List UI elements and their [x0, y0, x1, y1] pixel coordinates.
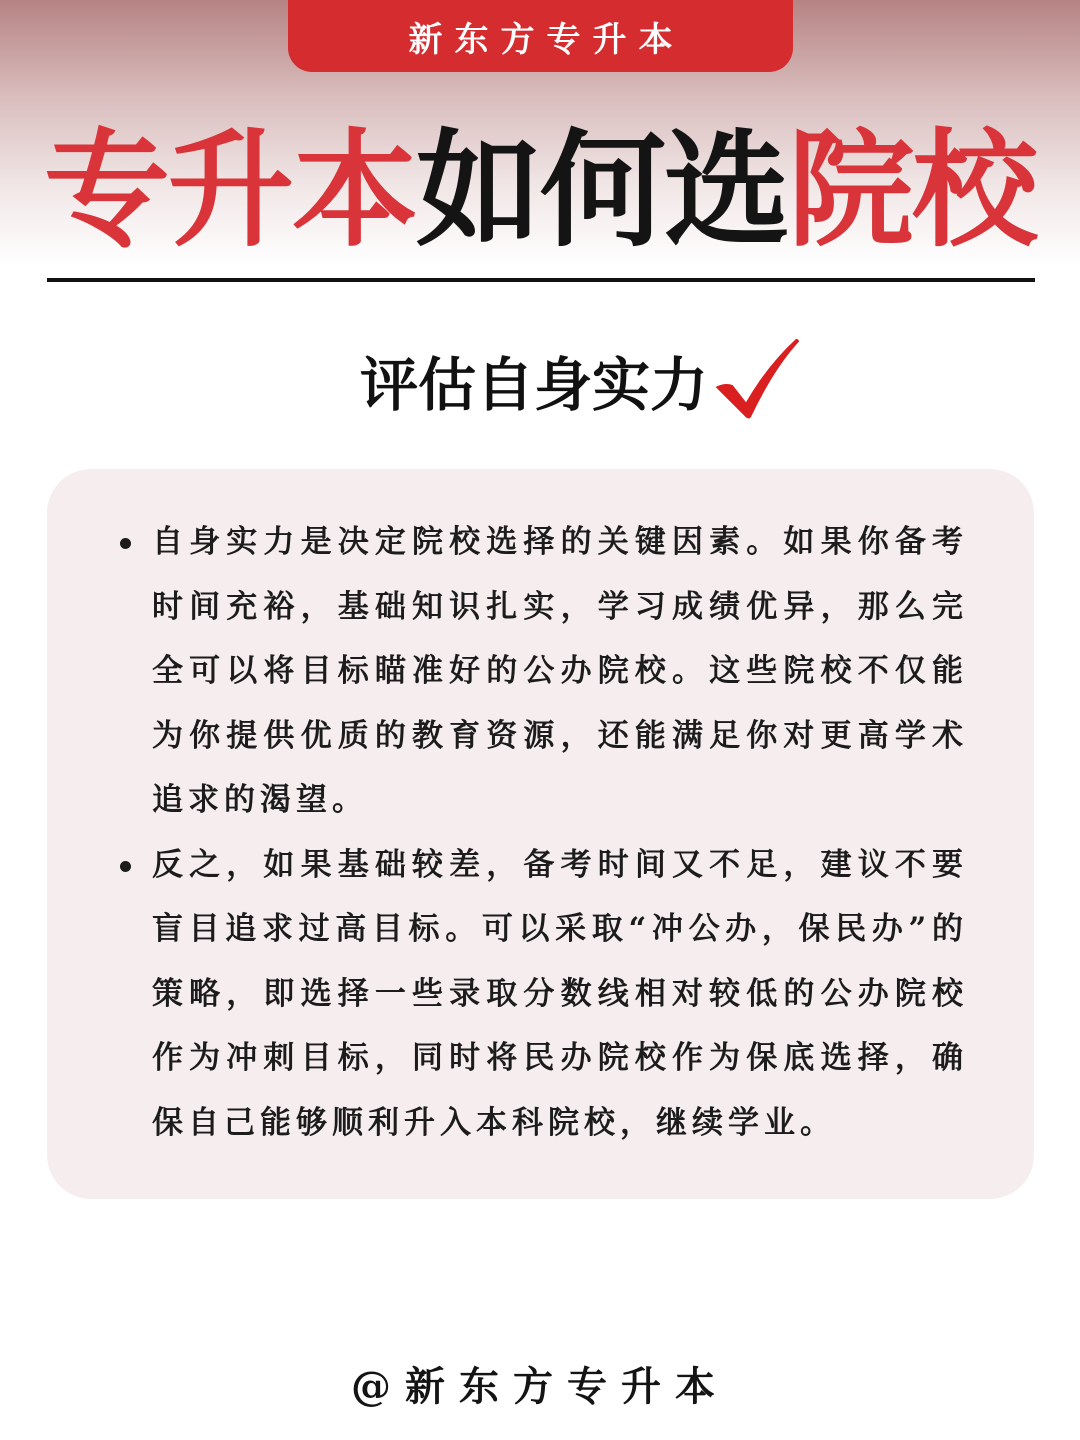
- bullet-dot-icon: [120, 538, 131, 549]
- section-heading-text: 评估自身实力: [360, 351, 709, 419]
- list-item: [108, 833, 968, 1156]
- list-item-text: 自身实力是决定院校选择的关键因素。如果你备考时间充裕，基础知识扎实，学习成绩优异，那么完全可以将目标瞄准好的公办院校。这些院校不仅能为你提供优质的教育资源，还能满足你对更高学术追求的渴望。: [152, 524, 968, 818]
- page-title: [0, 116, 1080, 264]
- list-item: [108, 510, 968, 833]
- checkmark-icon: [708, 330, 803, 425]
- title-part-2: 如何选: [416, 116, 788, 264]
- title-divider: [47, 278, 1035, 282]
- bullet-dot-icon: [120, 861, 131, 872]
- list-item-text: 反之，如果基础较差，备考时间又不足，建议不要盲目追求过高目标。可以采取“冲公办，保民办”的策略，即选择一些录取分数线相对较低的公办院校作为冲刺目标，同时将民办院校作为保底选择，确保自己能够顺利升入本科院校，继续学业。: [152, 846, 968, 1141]
- brand-tab-label: 新东方专升本: [408, 19, 685, 60]
- bullet-list: [108, 510, 968, 1155]
- section-heading: [360, 340, 803, 420]
- brand-tab: [288, 0, 793, 72]
- footer-handle: @新东方专升本: [351, 1363, 729, 1410]
- title-part-1: 专升本: [44, 116, 416, 264]
- title-part-3: 院校: [788, 116, 1036, 264]
